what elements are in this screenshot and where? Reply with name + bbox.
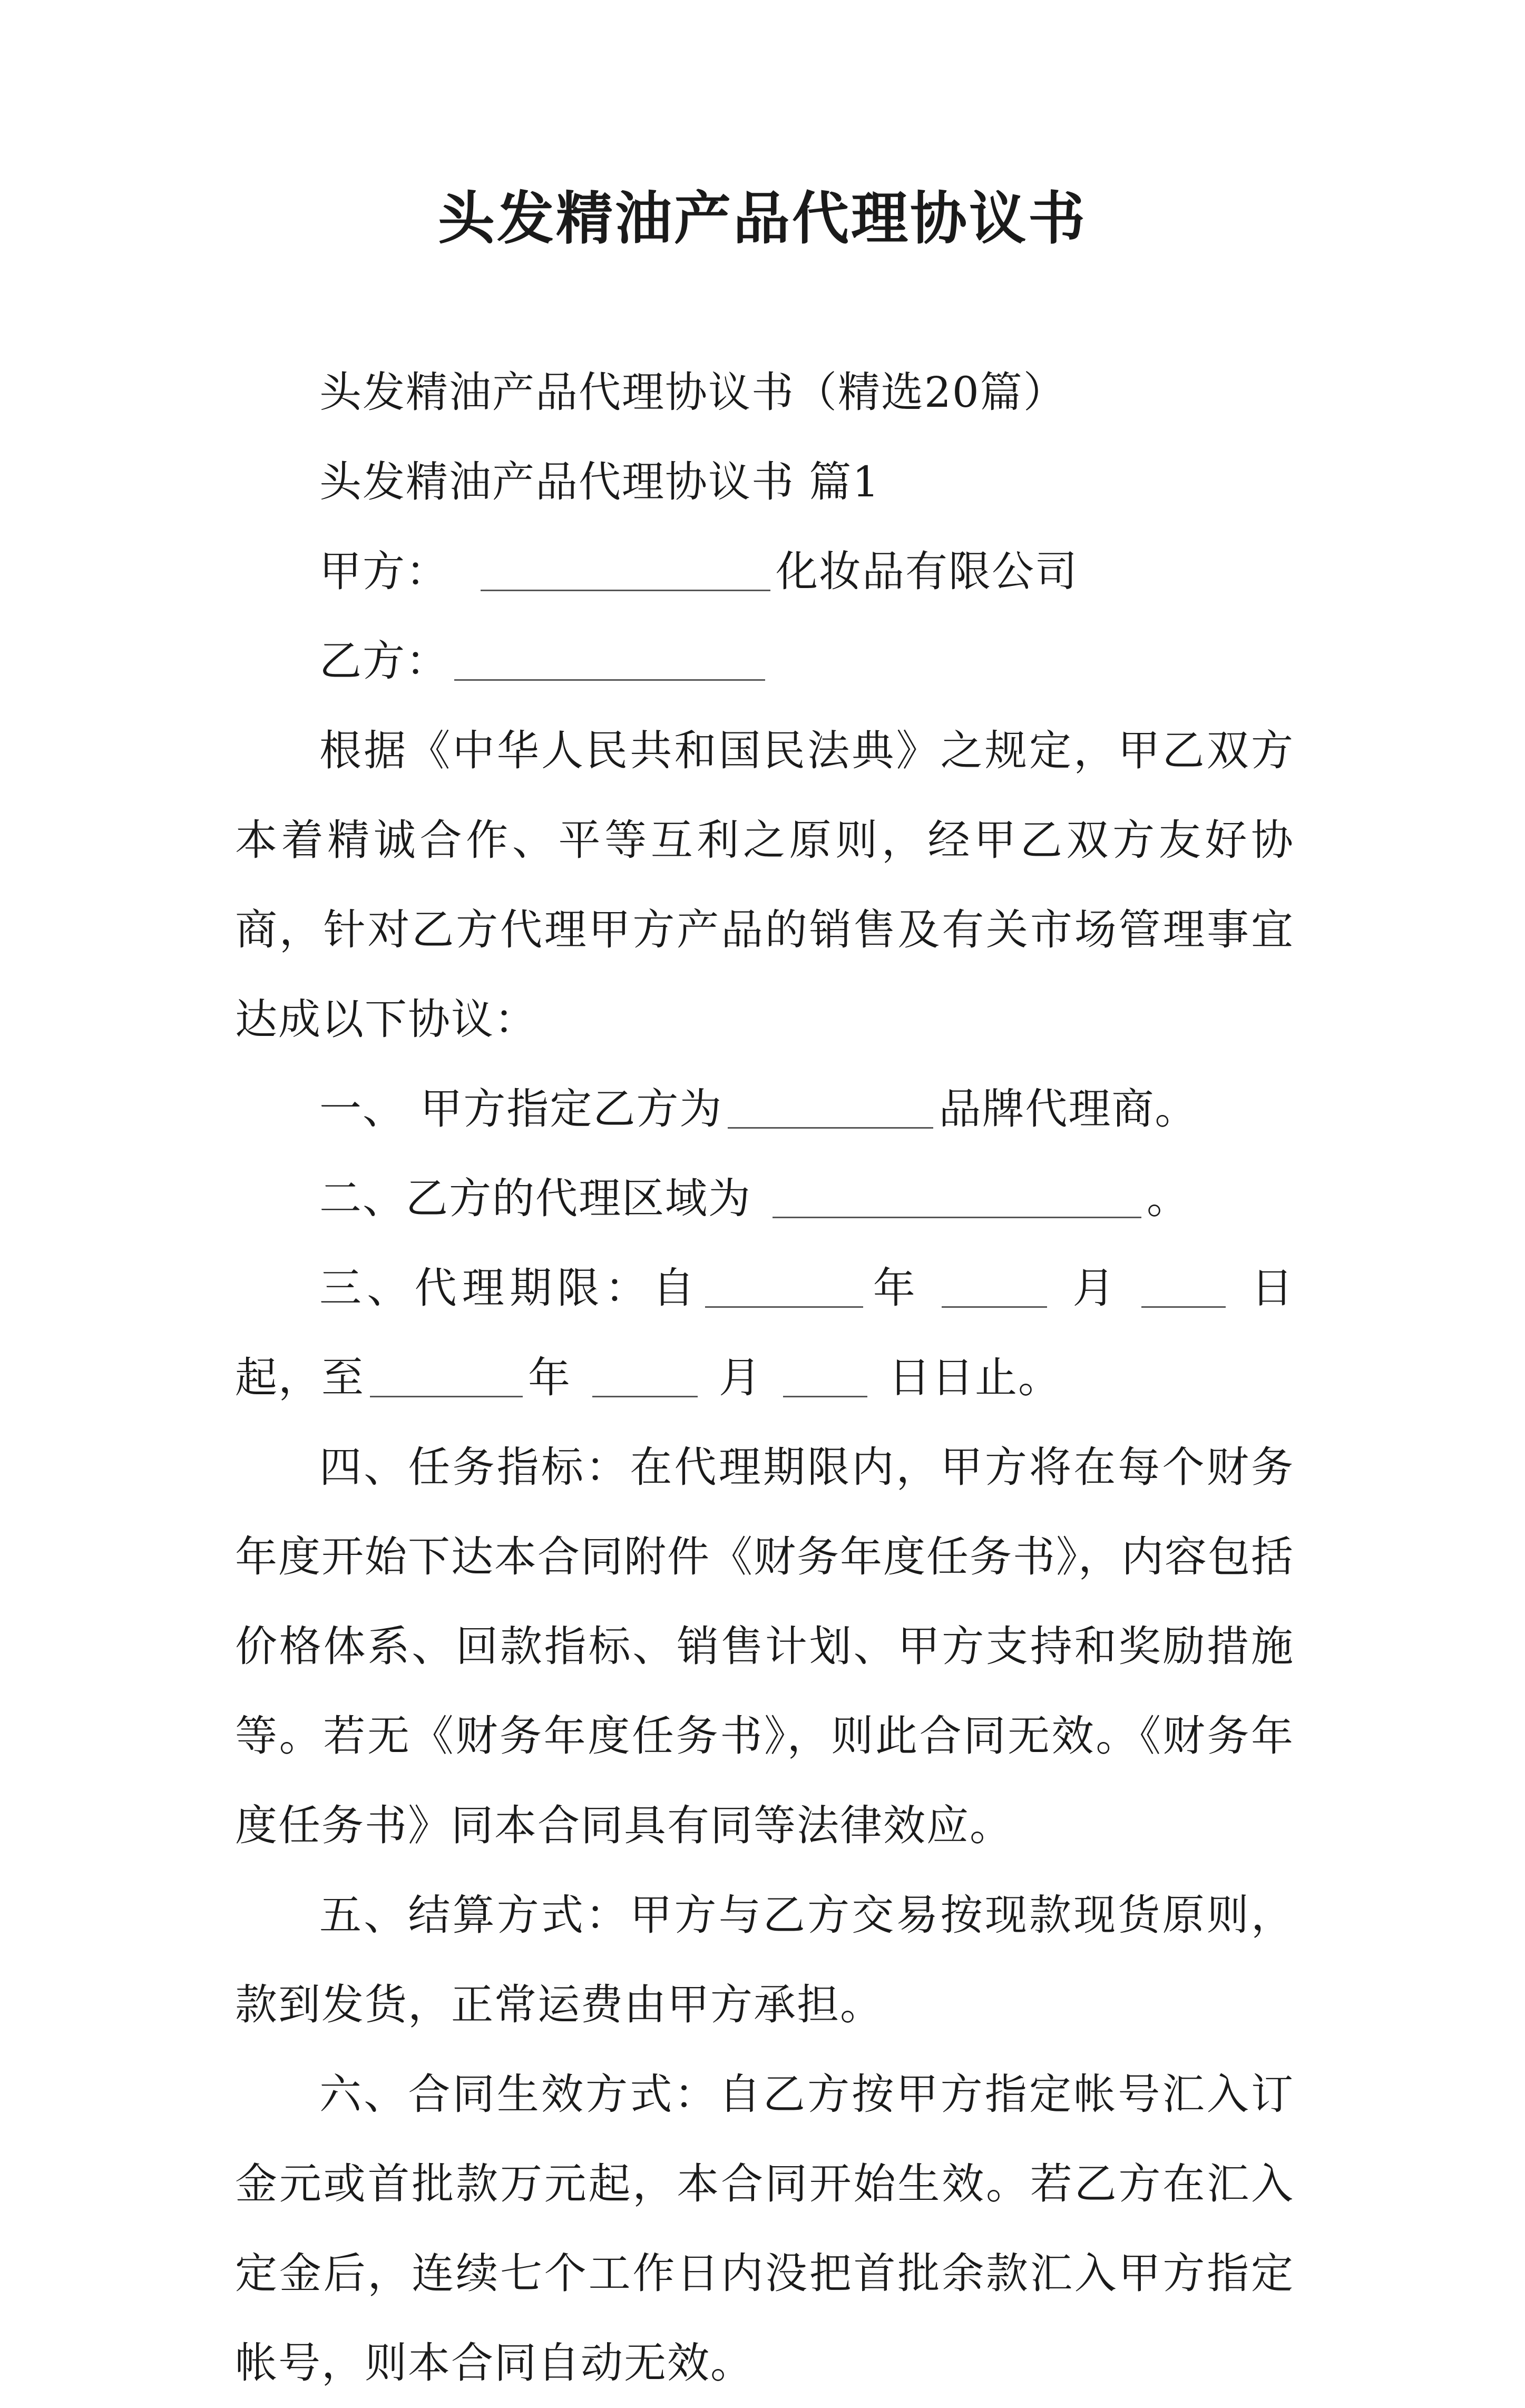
- clause-2: [235, 1154, 1294, 1244]
- clause-3: [235, 1244, 1294, 1423]
- end-month-blank[interactable]: [592, 1354, 698, 1397]
- clause-6: 六、合同生效方式：自乙方按甲方指定帐号汇入订金元或首批款万元起，本合同开始生效。若乙方在汇入定金后，连续七个工作日内没把首批余款汇入甲方指定帐号，则本合同自动无效。: [235, 2070, 1294, 2387]
- document-title: 头发精油产品代理协议书: [437, 185, 1087, 252]
- clause-1: [235, 1064, 1294, 1154]
- subtitle: 头发精油产品代理协议书（精选20篇）: [319, 368, 1067, 417]
- clause-5: 五、结算方式：甲方与乙方交易按现款现货原则，款到发货，正常运费由甲方承担。: [235, 1891, 1294, 2029]
- region-blank[interactable]: [773, 1174, 1141, 1218]
- party-b-label: 乙方：: [319, 637, 449, 686]
- party-a-suffix: 化妆品有限公司: [776, 547, 1078, 596]
- end-day-unit: 日日止。: [888, 1353, 1061, 1402]
- start-year-blank[interactable]: [705, 1264, 863, 1308]
- start-month-blank[interactable]: [942, 1264, 1047, 1308]
- chapter-heading: 头发精油产品代理协议书 篇1: [319, 457, 881, 506]
- clause-1-suffix: 品牌代理商。: [939, 1084, 1198, 1133]
- end-day-blank[interactable]: [783, 1354, 867, 1397]
- end-month-unit: 月: [719, 1353, 762, 1402]
- clause-2-prefix: 二、乙方的代理区域为: [319, 1174, 751, 1223]
- brand-blank[interactable]: [728, 1085, 933, 1129]
- party-a-label: 甲方：: [319, 547, 449, 596]
- clause-1-prefix: 一、 甲方指定乙方为: [319, 1084, 723, 1133]
- end-to: 至: [321, 1353, 365, 1402]
- party-b-line: [235, 616, 1294, 706]
- start-day-blank[interactable]: [1141, 1264, 1226, 1308]
- party-a-name-blank[interactable]: [481, 547, 770, 591]
- start-year-unit: 年: [868, 1264, 921, 1313]
- party-a-line: [235, 527, 1294, 616]
- clause-2-suffix: 。: [1147, 1174, 1190, 1223]
- party-b-name-blank[interactable]: [454, 637, 765, 681]
- start-month-unit: 月: [1068, 1264, 1120, 1313]
- start-day-unit: 日起，: [235, 1264, 1295, 1402]
- intro-paragraph: 根据《中华人民共和国民法典》之规定，甲乙双方本着精诚合作、平等互利之原则，经甲乙双方友好协商，针对乙方代理甲方产品的销售及有关市场管理事宜达成以下协议：: [235, 726, 1294, 1044]
- clause-3-prefix: 三、代理期限：自: [319, 1264, 700, 1313]
- clause-4: 四、任务指标：在代理期限内，甲方将在每个财务年度开始下达本合同附件《财务年度任务书》，内容包括价格体系、回款指标、销售计划、甲方支持和奖励措施等。若无《财务年度任务书》，则此合同无效。《财务年度任务书》同本合同具有同等法律效应。: [235, 1443, 1294, 1850]
- end-year-blank[interactable]: [370, 1354, 523, 1397]
- end-year-unit: 年: [528, 1353, 571, 1402]
- document-body: [235, 348, 1294, 2408]
